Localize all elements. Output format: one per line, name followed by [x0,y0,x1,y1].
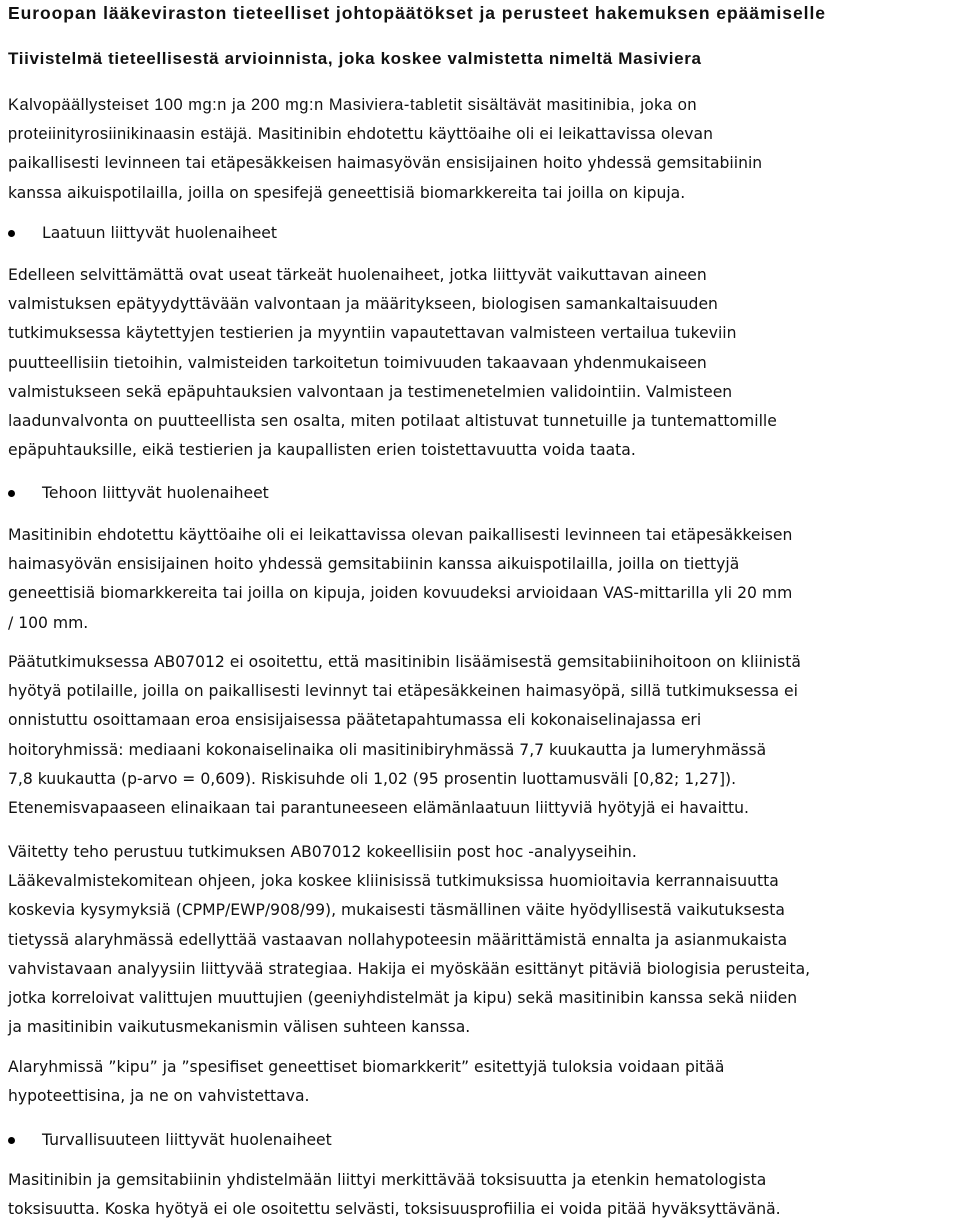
paragraph-line: / 100 mm. [8,613,89,632]
paragraph-line: laadunvalvonta on puutteellista sen osalta, miten potilaat altistuvat tunnetuille ja tuntemattomille [8,412,777,431]
paragraph-line: toksisuutta. Koska hyötyä ei ole osoitettu selvästi, toksisuusprofiilia ei voida pitää hyväksyttävänä. [8,1200,781,1219]
bullet-dot-icon [8,490,15,497]
paragraph-line: Masitinibin ja gemsitabiinin yhdistelmään liittyi merkittävää toksisuutta ja etenkin hematologista [8,1171,767,1189]
paragraph-line: Alaryhmissä ”kipu” ja ”spesifiset geneettiset biomarkkerit” esitettyjä tuloksia voidaan pitää [8,1058,725,1076]
paragraph-line: tietyssä alaryhmässä edellyttää vastaavan nollahypoteesin määrittämistä ennalta ja asianmukaista [8,930,788,949]
page-title: Euroopan lääkeviraston tieteelliset johtopäätökset ja perusteet hakemuksen epäämiselle [8,3,826,23]
paragraph-line: 7,8 kuukautta (p-arvo = 0,609). Riskisuhde oli 1,02 (95 prosentin luottamusväli [0,82; 1,27]). [8,769,737,788]
paragraph-line: valmistuksen epätyydyttävään valvontaan ja määritykseen, biologisen samankaltaisuuden [8,295,718,314]
paragraph-line: onnistuttu osoittamaan eroa ensisijaisessa päätetapahtumassa eli kokonaiselinajassa eri [8,711,702,730]
paragraph-line: hyötyä potilaille, joilla on paikallisesti levinnyt tai etäpesäkkeinen haimasyöpä, sillä tutkimuksessa ei [8,682,798,701]
bullet-label: Laatuun liittyvät huolenaiheet [42,224,278,242]
line-start: proteiinityrosiinikinaasin estäjä. [8,125,253,144]
paragraph-line: kanssa aikuispotilailla, joilla on spesifejä geneettisiä biomarkkereita tai joilla on kipuja. [8,183,686,202]
line-rest: Masitinibin ehdotettu käyttöaihe oli ei leikattavissa olevan [252,125,713,144]
paragraph-line: valmistukseen sekä epäpuhtauksien valvontaan ja testimenetelmien validointiin. Valmisteen [8,382,733,401]
paragraph-line: tutkimuksessa käytettyjen testierien ja myyntiin vapautettavan valmisteen vertailua tukeviin [8,324,737,343]
efficacy-paragraph-2 [8,648,801,823]
paragraph-line: geneettisiä biomarkkereita tai joilla on kipuja, joiden kovuudeksi arvioidaan VAS-mittarilla yli 20 mm [8,584,793,603]
paragraph-line: epäpuhtauksille, eikä testierien ja kaupallisten erien toistettavuutta voida taata. [8,441,636,460]
efficacy-paragraph-1 [8,521,792,638]
bullet-label: Tehoon liittyvät huolenaiheet [42,484,269,502]
intro-paragraph [8,91,762,208]
paragraph-line: Kalvopäällysteiset 100 mg:n ja 200 mg:n Masiviera-tabletit sisältävät masitinibia, joka on [8,96,698,114]
paragraph-line: Masitinibin ehdotettu käyttöaihe oli ei leikattavissa olevan paikallisesti levinneen tai etäpesäkkeisen [8,526,793,544]
paragraph-line: hypoteettisina, ja ne on vahvistettava. [8,1087,310,1106]
paragraph-line: Etenemisvapaaseen elinaikaan tai parantuneeseen elämänlaatuun liittyviä hyötyjä ei havaittu. [8,799,749,818]
paragraph-line: Väitetty teho perustuu tutkimuksen AB07012 kokeellisiin post hoc -analyyseihin. [8,843,637,861]
bullet-label: Turvallisuuteen liittyvät huolenaiheet [42,1131,332,1149]
efficacy-paragraph-4 [8,1053,724,1111]
paragraph-line: Edelleen selvittämättä ovat useat tärkeät huolenaiheet, jotka liittyvät vaikuttavan aineen [8,266,707,284]
paragraph-line: paikallisesti levinneen tai etäpesäkkeisen haimasyövän ensisijainen hoito yhdessä gemsitabiinin [8,154,763,173]
paragraph-line: ja masitinibin vaikutusmekanismin välisen suhteen kanssa. [8,1018,471,1037]
quality-paragraph [8,261,777,465]
efficacy-paragraph-3 [8,838,810,1042]
paragraph-line [8,120,762,149]
paragraph-line: jotka korreloivat valittujen muuttujien (geeniyhdistelmät ja kipu) sekä masitinibin kanssa sekä niiden [8,989,798,1008]
safety-paragraph [8,1166,781,1224]
paragraph-line: hoitoryhmissä: mediaani kokonaiselinaika oli masitinibiryhmässä 7,7 kuukautta ja lumeryhmässä [8,740,767,759]
summary-subtitle: Tiivistelmä tieteellisestä arvioinnista, joka koskee valmistetta nimeltä Masiviera [8,49,702,68]
paragraph-line: Päätutkimuksessa AB07012 ei osoitettu, että masitinibin lisäämisestä gemsitabiinihoitoon on kliinistä [8,653,801,671]
paragraph-line: koskevia kysymyksiä (CPMP/EWP/908/99), mukaisesti täsmällinen väite hyödyllisestä vaikutuksesta [8,901,785,920]
bullet-dot-icon [8,230,15,237]
paragraph-line: haimasyövän ensisijainen hoito yhdessä gemsitabiinin kanssa aikuispotilailla, joilla on tiettyjä [8,555,740,574]
paragraph-line: vahvistavaan analyysiin liittyvää strategiaa. Hakija ei myöskään esittänyt pitäviä biologisia perusteita, [8,959,811,978]
paragraph-line: Lääkevalmistekomitean ohjeen, joka koskee kliinisissä tutkimuksissa huomioitavia kerrannaisuutta [8,872,779,891]
bullet-dot-icon [8,1137,15,1144]
paragraph-line: puutteellisiin tietoihin, valmisteiden tarkoitetun toimivuuden takaavaan yhdenmukaiseen [8,353,707,372]
